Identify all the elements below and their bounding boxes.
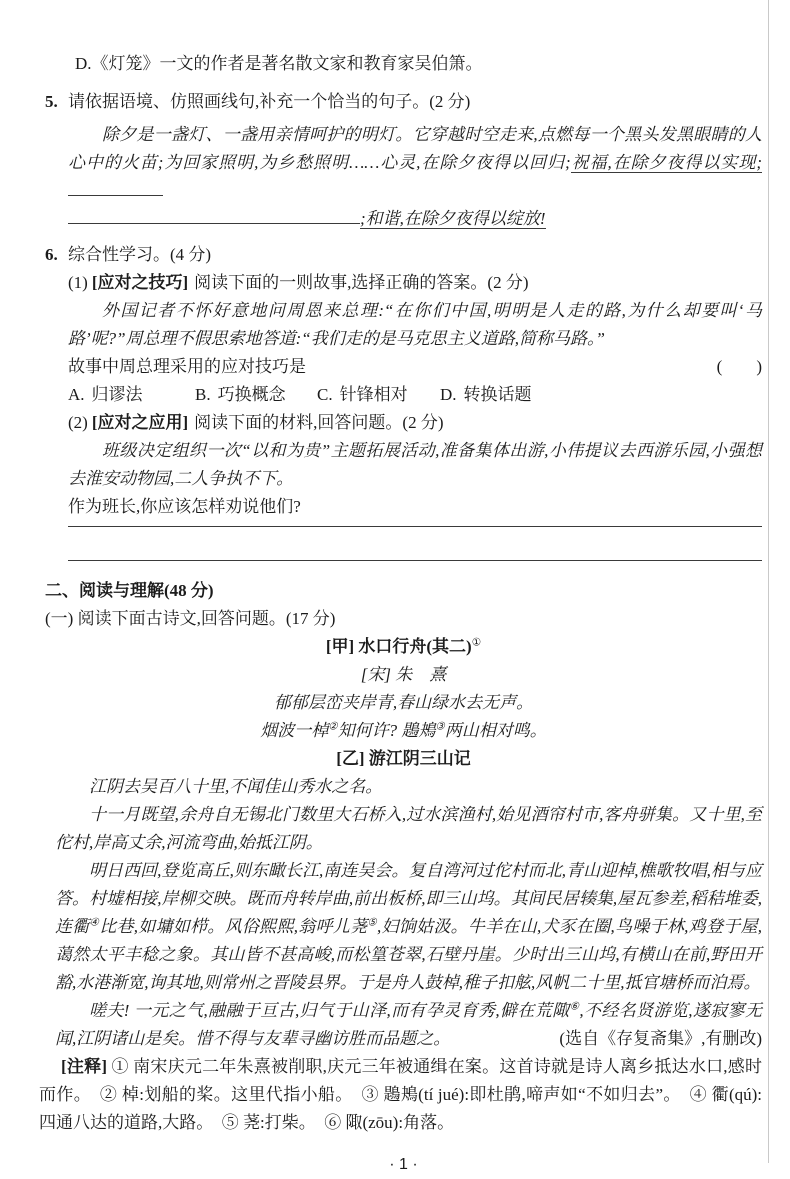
source-attribution: (选自《存复斋集》,有删改) — [559, 1029, 762, 1048]
passage-yi-paragraph-2: 十一月既望,余舟自无锡北门数里大石桥入,过水滨渔村,始见酒帘村市,客舟骈集。又十里,至佗村,岸高丈余,河流弯曲,始抵江阴。 — [55, 805, 762, 852]
sub2-question: 作为班长,你应该怎样劝说他们? — [68, 497, 301, 516]
passage-yi-heading: [乙] 游江阴三山记 — [336, 749, 471, 768]
page-edge-line — [768, 0, 769, 1163]
sub2-instruction: 阅读下面的材料,回答问题。(2 分) — [194, 413, 444, 432]
question-5-blank-row — [68, 205, 762, 233]
sub1-story: 外国记者不怀好意地问周恩来总理:“在你们中国,明明是人走的路,为什么却要叫‘马路’呢?”周总理不假思索地答道:“我们走的是马克思主义道路,简称马路。” — [68, 301, 762, 348]
question-6-sub2-header — [68, 409, 762, 437]
question-5-number: 5. — [45, 92, 58, 111]
option-c[interactable] — [317, 381, 440, 409]
question-6-sub1-header — [68, 269, 762, 297]
option-a-text: 归谬法 — [91, 385, 143, 404]
section-2-title: 二、阅读与理解(48 分) — [45, 581, 214, 600]
option-b[interactable] — [195, 381, 317, 409]
fill-in-blank-2[interactable] — [68, 207, 360, 224]
paragraph-4-part-a: 嗟夫! 一元之气,融融于亘古,归气于山泽,而有孕灵育秀,僻在荒陬 — [89, 1001, 570, 1020]
underlined-sentence-2: ;和谐,在除夕夜得以绽放! — [360, 209, 546, 228]
note-ref-2: ② — [328, 721, 338, 733]
option-b-label: B. — [195, 385, 211, 404]
poem-line-1: 郁郁层峦夹岸青,春山绿水去无声。 — [273, 693, 534, 712]
option-c-label: C. — [317, 385, 333, 404]
poem-jia-title: [甲] 水口行舟(其二) — [325, 637, 472, 656]
page-number: · 1 · — [389, 1156, 418, 1173]
sub2-material: 班级决定组织一次“以和为贵”主题拓展活动,准备集体出游,小伟提议去西游乐园,小强想去淮安动物园,二人争执不下。 — [68, 441, 762, 488]
sub1-question-row — [68, 353, 762, 381]
passage-yi-paragraph-3 — [55, 857, 762, 997]
option-b-text: 巧换概念 — [217, 385, 286, 404]
sub1-number: (1) — [68, 273, 88, 292]
note-ref-3: ③ — [435, 721, 445, 733]
question-6-title: 综合性学习。(4 分) — [68, 245, 212, 264]
option-a[interactable] — [68, 381, 195, 409]
footnotes-text: ① 南宋庆元二年朱熹被削职,庆元三年被通缉在案。这首诗就是诗人离乡抵达水口,感时而作。 ② 棹:划船的桨。这里代指小船。 ③ 鶗鴂(tí jué):即杜鹃,啼声如“不如归去”。 ④ 衢(qú):四通八达的道路,大路。 ⑤ 荛:打柴。 ⑥ 陬(zōu):角落。 — [39, 1057, 763, 1132]
paragraph-3-part-b: 比巷,如墉如栉。风俗熙熙,翁呼儿荛 — [99, 917, 368, 936]
option-d-label: D. — [440, 385, 457, 404]
answer-writing-line-2[interactable] — [68, 527, 762, 561]
question-5-passage — [68, 121, 762, 205]
answer-bracket[interactable]: ( ) — [716, 357, 762, 376]
option-a-label: A. — [68, 385, 85, 404]
sub1-options — [68, 381, 762, 409]
section-2-reading — [39, 577, 763, 1137]
poem-line-2b: 知何许? 鶗鴂 — [337, 721, 436, 740]
option-c-text: 针锋相对 — [339, 385, 408, 404]
paragraph-3-part-a: 明日西回,登览高丘,则东瞰长江,南连吴会。复自湾河过佗村而北,青山迎棹,樵歌牧唱,相与应答。村墟相接,岸柳交映。既而舟转岸曲,前出板桥,即三山坞。其间民居辏集,屋瓦参差,稻秸堆委,连衢 — [55, 861, 762, 936]
sub1-tag: [应对之技巧] — [91, 273, 189, 292]
poem-line-2a: 烟波一棹 — [260, 721, 329, 740]
question-5-title: 请依据语境、仿照画线句,补充一个恰当的句子。(2 分) — [68, 92, 471, 111]
underlined-sentence-1: 祝福,在除夕夜得以实现; — [570, 153, 762, 172]
note-ref-5: ⑤ — [367, 917, 378, 929]
sub2-number: (2) — [68, 413, 88, 432]
sub1-instruction: 阅读下面的一则故事,选择正确的答案。(2 分) — [194, 273, 529, 292]
question-6-number: 6. — [45, 245, 58, 264]
poem-line-2c: 两山相对鸣。 — [444, 721, 547, 740]
paragraph-3-part-c: ,妇饷姑汲。牛羊在山,犬豕在圈,鸟噪于林,鸡登于屋,蔼然太平丰稔之象。其山皆不甚高峻,而松篁苍翠,石壁丹崖。少时出三山坞,有横山在前,野田开豁,水港渐宽,询其地,则常州之晋陵县界。于是舟人鼓棹,稚子扣舷,风帆二十里,抵官塘桥而泊焉。 — [55, 917, 763, 992]
paragraph-4-part-b: ,不经名贤游览,遂寂寥无闻,江阴诸山是矣。惜不得与友辈寻幽访胜而品题之。 — [55, 1001, 762, 1048]
option-d-text: 转换话题 — [463, 385, 532, 404]
sub2-tag: [应对之应用] — [91, 413, 189, 432]
footnotes — [39, 1053, 762, 1137]
part-1-title: (一) 阅读下面古诗文,回答问题。(17 分) — [45, 609, 336, 628]
question-4-option-d: D.《灯笼》一文的作者是著名散文家和教育家吴伯箫。 — [75, 54, 483, 73]
fill-in-blank-1[interactable] — [68, 179, 163, 196]
passage-yi-paragraph-1: 江阴去吴百八十里,不闻佳山秀水之名。 — [89, 777, 383, 796]
note-ref-6: ⑥ — [569, 1001, 580, 1013]
note-ref-1: ① — [471, 637, 482, 649]
question-6 — [45, 241, 762, 561]
sub1-question: 故事中周总理采用的应对技巧是 — [68, 357, 306, 376]
note-ref-4: ④ — [89, 917, 100, 929]
option-d[interactable] — [440, 381, 532, 409]
poem-jia-author: [宋] 朱 熹 — [360, 665, 447, 684]
footnotes-label: [注释] — [61, 1057, 107, 1076]
poem-line-2 — [45, 717, 762, 745]
poem-jia-heading — [45, 633, 762, 661]
question-5 — [45, 88, 762, 233]
passage-text: 除夕是一盏灯、一盏用亲情呵护的明灯。它穿越时空走来,点燃每一个黑头发黑眼睛的人心中的火苗;为回家照明,为乡愁照明……心灵,在除夕夜得以回归; — [68, 125, 762, 172]
